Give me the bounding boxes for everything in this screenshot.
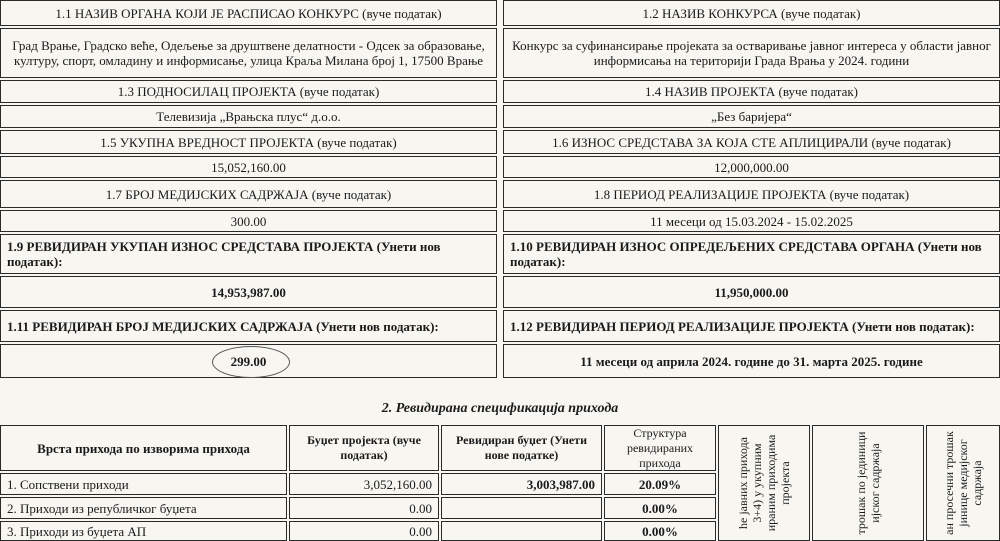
f11-label: 1.1 НАЗИВ ОРГАНА КОЈИ ЈЕ РАСПИСАО КОНКУРС (вуче податак) xyxy=(0,0,497,26)
f18-value: 11 месеци од 15.03.2024 - 15.02.2025 xyxy=(503,210,1000,232)
f17-label: 1.7 БРОЈ МЕДИЈСКИХ САДРЖАЈА (вуче податак) xyxy=(0,180,497,208)
col-header-revised: Ревидиран буџет (Унети нове податке) xyxy=(441,425,602,471)
table-row-2-revised xyxy=(441,497,602,519)
table-row-2-name: 2. Приходи из републичког буџета xyxy=(0,497,287,519)
table-row-2-budget: 0.00 xyxy=(289,497,439,519)
col-header-public-share-text: he јавних прихода 3+4) у укупним ираним приходима пројекта xyxy=(736,434,792,532)
table-row-1-revised: 3,003,987.00 xyxy=(441,473,602,495)
table-row-1-structure: 20.09% xyxy=(604,473,716,495)
f15-value: 15,052,160.00 xyxy=(0,156,497,178)
col-header-structure: Структура ревидираних прихода xyxy=(604,425,716,471)
table-row-1-budget: 3,052,160.00 xyxy=(289,473,439,495)
table-row-3-structure: 0.00% xyxy=(604,521,716,541)
table-row-3-name: 3. Приходи из буџета АП xyxy=(0,521,287,541)
f14-value: „Без баријера“ xyxy=(503,105,1000,128)
table-row-3-revised xyxy=(441,521,602,541)
f15-label: 1.5 УКУПНА ВРЕДНОСТ ПРОЈЕКТА (вуче податак) xyxy=(0,130,497,154)
f18-label: 1.8 ПЕРИОД РЕАЛИЗАЦИЈЕ ПРОЈЕКТА (вуче податак) xyxy=(503,180,1000,208)
f111-value: 299.00 xyxy=(0,344,497,378)
f12-label: 1.2 НАЗИВ КОНКУРСА (вуче податак) xyxy=(503,0,1000,26)
f112-label: 1.12 РЕВИДИРАН ПЕРИОД РЕАЛИЗАЦИЈЕ ПРОЈЕКТА (Унети нов податак): xyxy=(503,310,1000,342)
f17-value: 300.00 xyxy=(0,210,497,232)
f12-value: Конкурс за суфинансирање пројеката за остваривање јавног интереса у области јавног информисања на територији Града Врања у 2024. години xyxy=(503,28,1000,78)
f14-label: 1.4 НАЗИВ ПРОЈЕКТА (вуче податак) xyxy=(503,80,1000,103)
table-row-1-name: 1. Сопствени приходи xyxy=(0,473,287,495)
col-header-budget: Буџет пројекта (вуче податак) xyxy=(289,425,439,471)
table-row-3-budget: 0.00 xyxy=(289,521,439,541)
f19-label: 1.9 РЕВИДИРАН УКУПАН ИЗНОС СРЕДСТАВА ПРОЈЕКТА (Унети нов податак): xyxy=(0,234,497,274)
col-header-avg-cost xyxy=(926,425,1000,541)
f13-value: Телевизија „Врањска плус“ д.о.о. xyxy=(0,105,497,128)
col-header-unit-cost-text: трошак по јединици ијског садржаја xyxy=(854,431,882,535)
col-header-source: Врста прихода по изворима прихода xyxy=(0,425,287,471)
f16-value: 12,000,000.00 xyxy=(503,156,1000,178)
f110-label: 1.10 РЕВИДИРАН ИЗНОС ОПРЕДЕЉЕНИХ СРЕДСТАВА ОРГАНА (Унети нов податак): xyxy=(503,234,1000,274)
f16-label: 1.6 ИЗНОС СРЕДСТАВА ЗА КОЈА СТЕ АПЛИЦИРАЛИ (вуче податак) xyxy=(503,130,1000,154)
col-header-public-share xyxy=(718,425,810,541)
f19-value: 14,953,987.00 xyxy=(0,276,497,308)
col-header-avg-cost-text: ан просечни трошак јинице медијског садржаја xyxy=(942,431,984,535)
table-row-2-structure: 0.00% xyxy=(604,497,716,519)
col-header-unit-cost xyxy=(812,425,924,541)
section2-title: 2. Ревидирана спецификација прихода xyxy=(381,401,619,416)
f111-label: 1.11 РЕВИДИРАН БРОЈ МЕДИЈСКИХ САДРЖАЈА (Унети нов податак): xyxy=(0,310,497,342)
f13-label: 1.3 ПОДНОСИЛАЦ ПРОЈЕКТА (вуче податак) xyxy=(0,80,497,103)
f11-value: Град Врање, Градско веће, Одељење за друштвене делатности - Одсек за образовање, културу, спорт, омладину и информисање, улица Краља Милана број 1, 17500 Врање xyxy=(0,28,497,78)
f112-value: 11 месеци од априла 2024. године до 31. марта 2025. године xyxy=(503,344,1000,378)
f110-value: 11,950,000.00 xyxy=(503,276,1000,308)
